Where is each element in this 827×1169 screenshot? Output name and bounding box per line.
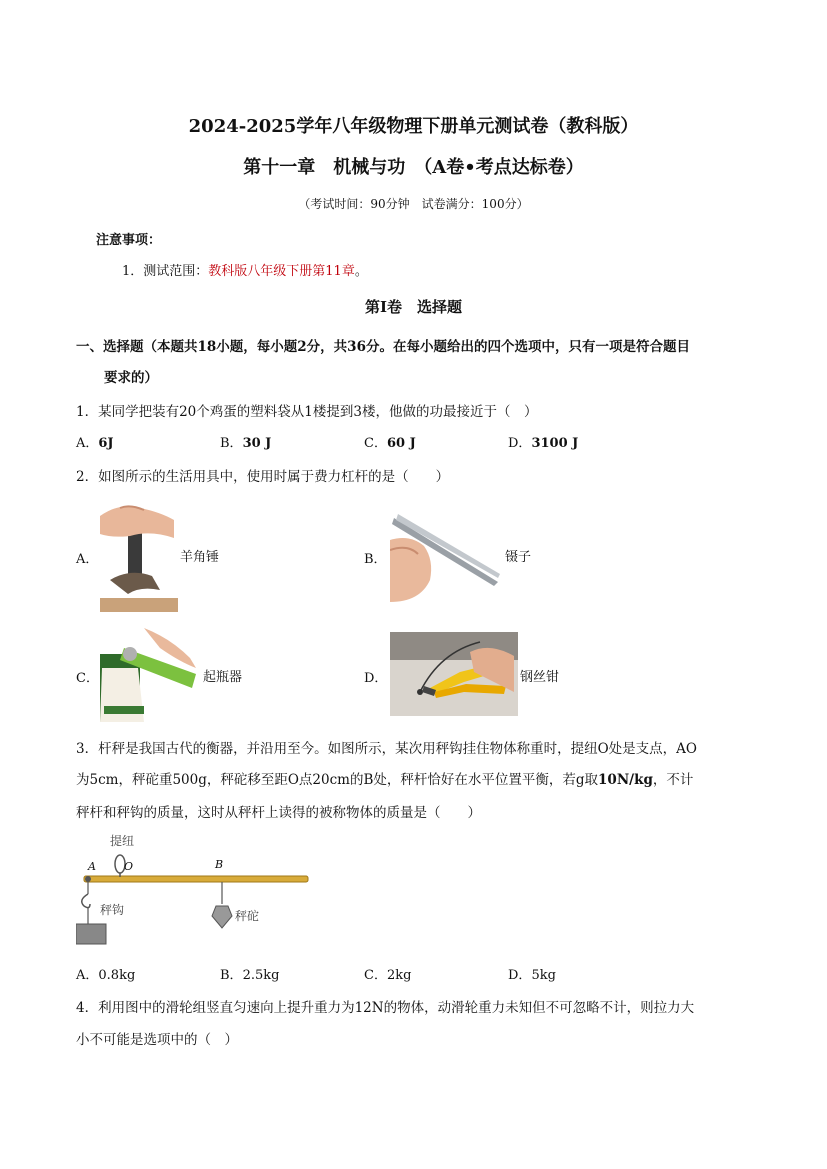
notice-item-suffix: 。 <box>354 264 368 279</box>
option-letter: D． <box>508 436 532 451</box>
question-3-line3: 秤杆和秤钩的质量，这时从秤杆上读得的被称物体的质量是（ ） <box>76 805 481 821</box>
section-title: 第Ⅰ卷 选择题 <box>364 298 463 316</box>
q3-option-a[interactable] <box>76 964 135 983</box>
tweezers-image <box>390 510 502 602</box>
steelyard-label-tinu: 提纽 <box>110 834 135 848</box>
option-text: 60 J <box>386 436 416 451</box>
steelyard-label-hook: 秤钩 <box>100 903 125 917</box>
q3-option-d[interactable] <box>508 964 556 983</box>
claw-hammer-image <box>100 498 178 612</box>
question-3-line2 <box>76 768 693 788</box>
option-letter: B． <box>220 436 243 451</box>
steelyard-label-a: A <box>88 860 96 873</box>
q2-option-c-label: 起瓶器 <box>203 670 243 685</box>
q2-option-b-label: 镊子 <box>505 550 532 565</box>
q2-option-a-letter[interactable]: A． <box>76 552 99 567</box>
q3-option-b[interactable] <box>220 964 279 983</box>
option-text: 0.8kg <box>98 968 136 983</box>
q1-option-c[interactable] <box>364 432 416 451</box>
part-instructions-line2: 要求的） <box>104 370 158 386</box>
question-4-line1: 4．利用图中的滑轮组竖直匀速向上提升重力为12N的物体，动滑轮重力未知但不可忽略不计，则拉力大 <box>76 1000 695 1016</box>
question-1-stem: 1．某同学把装有20个鸡蛋的塑料袋从1楼提到3楼，他做的功最接近于（ ） <box>76 404 538 420</box>
q3-line2-c: ，不计 <box>652 772 694 788</box>
option-text: 2.5kg <box>242 968 280 983</box>
part-instructions-line1: 一、选择题（本题共18小题，每小题2分，共36分。在每小题给出的四个选项中，只有一项是符合题目 <box>76 339 690 355</box>
option-text: 2kg <box>386 968 412 983</box>
q2-option-d-letter[interactable]: D． <box>364 671 388 686</box>
notice-item-prefix: 1．测试范围： <box>122 264 209 279</box>
notice-item-scope <box>122 260 368 279</box>
option-text: 6J <box>98 436 114 451</box>
option-letter: B． <box>220 968 243 983</box>
chapter-title: 第十一章 机械与功 （A卷•考点达标卷） <box>243 157 584 178</box>
q2-option-d-label: 钢丝钳 <box>520 670 560 685</box>
option-text: 30 J <box>242 436 272 451</box>
pliers-image <box>390 632 518 716</box>
q1-option-a[interactable] <box>76 432 114 451</box>
steelyard-label-b: B <box>215 858 224 871</box>
exam-title: 2024-2025学年八年级物理下册单元测试卷（教科版） <box>188 116 639 137</box>
notice-heading: 注意事项： <box>96 233 162 248</box>
q3-line2-a: 为5cm，秤砣重500g，秤砣移至距O点20cm的B处，秤杆恰好在水平位置平衡，若g取 <box>76 772 599 788</box>
steelyard-label-weight: 秤砣 <box>235 909 260 923</box>
question-4-line2: 小不可能是选项中的（ ） <box>76 1032 238 1048</box>
q2-option-b-letter[interactable]: B． <box>364 552 387 567</box>
option-letter: C． <box>364 968 387 983</box>
q2-option-a-label: 羊角锤 <box>180 550 220 565</box>
notice-item-scope-value: 教科版八年级下册第11章 <box>208 264 355 279</box>
q2-option-c-letter[interactable]: C． <box>76 671 99 686</box>
q1-option-d[interactable] <box>508 432 578 451</box>
option-letter: A． <box>76 436 99 451</box>
bottle-opener-image <box>100 628 202 722</box>
option-text: 5kg <box>531 968 556 983</box>
question-2-stem: 2．如图所示的生活用具中，使用时属于费力杠杆的是（ ） <box>76 469 450 485</box>
steelyard-label-o: O <box>124 860 134 873</box>
exam-meta: （考试时间：90分钟 试卷满分：100分） <box>298 197 529 211</box>
q1-option-b[interactable] <box>220 432 271 451</box>
option-text: 3100 J <box>531 436 579 451</box>
q3-option-c[interactable] <box>364 964 411 983</box>
option-letter: D． <box>508 968 532 983</box>
q3-line2-g-value: 10N/kg <box>598 772 653 788</box>
question-3-line1: 3．杆秤是我国古代的衡器，并沿用至今。如图所示，某次用秤钩挂住物体称重时，提纽O处是支点，AO <box>76 741 697 757</box>
option-letter: A． <box>76 968 99 983</box>
option-letter: C． <box>364 436 387 451</box>
